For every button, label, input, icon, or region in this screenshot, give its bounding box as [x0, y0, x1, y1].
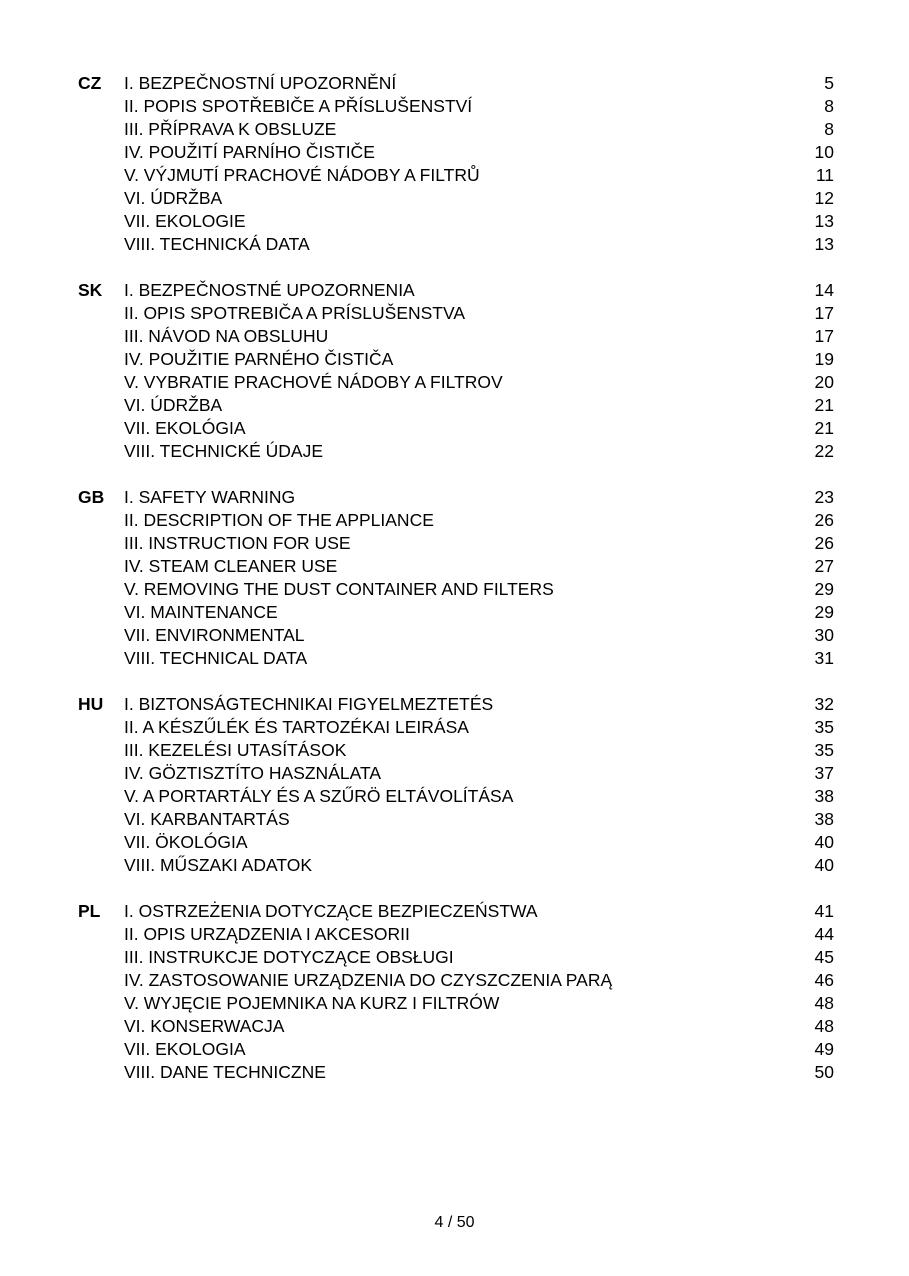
toc-entry-title: VIII. DANE TECHNICZNE	[124, 1062, 326, 1082]
toc-entry-title: VI. ÚDRŽBA	[124, 395, 223, 415]
toc-entry-title: VII. EKOLOGIA	[124, 1039, 246, 1059]
toc-entry-title: V. VÝJMUTÍ PRACHOVÉ NÁDOBY A FILTRŮ	[124, 165, 480, 185]
page-number-footer: 4 / 50	[434, 1214, 475, 1231]
toc-entry-title: III. INSTRUKCJE DOTYCZĄCE OBSŁUGI	[124, 947, 454, 967]
toc-entry	[124, 532, 834, 555]
language-code: HU	[78, 694, 104, 714]
toc-entry-page: 30	[814, 625, 834, 645]
language-code: SK	[78, 280, 103, 300]
toc-entry	[124, 118, 834, 141]
toc-entry-page: 29	[814, 579, 834, 599]
toc-entry	[124, 647, 834, 670]
toc-entry-page: 11	[815, 165, 834, 185]
toc-entry-page: 48	[814, 1016, 834, 1036]
toc-entry-title: I. BIZTONSÁGTECHNIKAI FIGYELMEZTETÉS	[124, 694, 494, 714]
toc-entry	[124, 210, 834, 233]
toc-entry	[124, 233, 834, 256]
language-code: PL	[78, 901, 101, 921]
toc-entries	[124, 72, 834, 256]
toc-entry-title: III. INSTRUCTION FOR USE	[124, 533, 351, 553]
toc-entry	[124, 555, 834, 578]
toc-entry	[124, 716, 834, 739]
toc-entry	[124, 923, 834, 946]
toc-entry-title: II. POPIS SPOTŘEBIČE A PŘÍSLUŠENSTVÍ	[124, 96, 473, 116]
table-of-contents	[78, 72, 834, 1107]
toc-entry	[124, 325, 834, 348]
toc-entry-page: 40	[814, 832, 834, 852]
language-code: CZ	[78, 73, 102, 93]
toc-entry	[124, 509, 834, 532]
toc-entry-page: 49	[814, 1039, 834, 1059]
toc-entry	[124, 693, 834, 716]
toc-entry-title: VII. EKOLÓGIA	[124, 418, 246, 438]
toc-entry-page: 22	[814, 441, 834, 461]
toc-entry-title: III. KEZELÉSI UTASÍTÁSOK	[124, 740, 347, 760]
toc-entry-title: II. DESCRIPTION OF THE APPLIANCE	[124, 510, 434, 530]
toc-entries	[124, 486, 834, 670]
toc-section-pl	[78, 900, 834, 1084]
toc-entry-page: 40	[814, 855, 834, 875]
toc-entry	[124, 417, 834, 440]
toc-entry-page: 38	[814, 786, 834, 806]
toc-entry-title: I. OSTRZEŻENIA DOTYCZĄCE BEZPIECZEŃSTWA	[124, 901, 538, 921]
toc-section-cz	[78, 72, 834, 256]
toc-entry	[124, 1015, 834, 1038]
toc-entry-title: VIII. TECHNICAL DATA	[124, 648, 308, 668]
toc-entry-title: VIII. TECHNICKÉ ÚDAJE	[124, 441, 324, 461]
toc-entry	[124, 187, 834, 210]
toc-entry	[124, 601, 834, 624]
toc-entry-page: 48	[814, 993, 834, 1013]
toc-entry-title: VI. KONSERWACJA	[124, 1016, 285, 1036]
toc-entry-page: 27	[814, 556, 834, 576]
toc-entry-title: I. BEZPEČNOSTNÍ UPOZORNĚNÍ	[124, 73, 397, 93]
toc-entry	[124, 831, 834, 854]
toc-entry-title: VI. ÚDRŽBA	[124, 188, 223, 208]
toc-entry	[124, 578, 834, 601]
toc-entry-title: IV. POUŽITÍ PARNÍHO ČISTIČE	[124, 142, 375, 162]
toc-entry-page: 21	[814, 395, 834, 415]
toc-entry	[124, 95, 834, 118]
toc-entry	[124, 164, 834, 187]
toc-entry	[124, 969, 834, 992]
toc-entry-title: V. A PORTARTÁLY ÉS A SZŰRÖ ELTÁVOLÍTÁSA	[124, 786, 514, 806]
toc-entry-title: I. BEZPEČNOSTNÉ UPOZORNENIA	[124, 280, 415, 300]
toc-entry-page: 26	[814, 510, 834, 530]
toc-entry-page: 8	[824, 96, 834, 116]
toc-entry-title: VI. KARBANTARTÁS	[124, 809, 290, 829]
toc-entry	[124, 302, 834, 325]
toc-entry-page: 10	[814, 142, 834, 162]
toc-entry-page: 19	[814, 349, 834, 369]
toc-entry-page: 44	[814, 924, 834, 944]
toc-section-hu	[78, 693, 834, 877]
toc-entry-page: 45	[814, 947, 834, 967]
toc-entry	[124, 72, 834, 95]
toc-entry	[124, 279, 834, 302]
toc-entry	[124, 854, 834, 877]
toc-entry	[124, 371, 834, 394]
toc-entry	[124, 739, 834, 762]
toc-entry	[124, 624, 834, 647]
toc-entry-title: II. OPIS URZĄDZENIA I AKCESORII	[124, 924, 410, 944]
toc-entry-page: 20	[814, 372, 834, 392]
toc-entry-page: 26	[814, 533, 834, 553]
toc-entry-title: IV. STEAM CLEANER USE	[124, 556, 338, 576]
toc-entry-title: V. WYJĘCIE POJEMNIKA NA KURZ I FILTRÓW	[124, 993, 500, 1013]
toc-entry-title: II. OPIS SPOTREBIČA A PRÍSLUŠENSTVA	[124, 303, 466, 323]
toc-entry-title: IV. POUŽITIE PARNÉHO ČISTIČA	[124, 349, 394, 369]
toc-entry-page: 46	[814, 970, 834, 990]
toc-entry-page: 50	[814, 1062, 834, 1082]
toc-entry-title: V. VYBRATIE PRACHOVÉ NÁDOBY A FILTROV	[124, 372, 503, 392]
toc-entry	[124, 808, 834, 831]
toc-entry-page: 31	[814, 648, 834, 668]
toc-entry-page: 35	[814, 740, 834, 760]
toc-entry-title: VIII. MŰSZAKI ADATOK	[124, 855, 313, 875]
toc-entry-title: VII. ÖKOLÓGIA	[124, 832, 248, 852]
toc-entry-page: 29	[814, 602, 834, 622]
toc-entries	[124, 693, 834, 877]
toc-entry-page: 5	[824, 73, 834, 93]
toc-entry	[124, 992, 834, 1015]
toc-entry	[124, 486, 834, 509]
toc-entry-title: VIII. TECHNICKÁ DATA	[124, 234, 310, 254]
toc-entry-title: IV. ZASTOSOWANIE URZĄDZENIA DO CZYSZCZENIA PARĄ	[124, 970, 613, 990]
language-code: GB	[78, 487, 105, 507]
toc-entry	[124, 348, 834, 371]
toc-entry-page: 12	[814, 188, 834, 208]
toc-entry	[124, 141, 834, 164]
toc-entry-page: 8	[824, 119, 834, 139]
toc-section-gb	[78, 486, 834, 670]
toc-entry-page: 38	[814, 809, 834, 829]
toc-entry-title: II. A KÉSZŰLÉK ÉS TARTOZÉKAI LEIRÁSA	[124, 717, 469, 737]
toc-entry	[124, 1061, 834, 1084]
toc-entry	[124, 785, 834, 808]
toc-entry-title: III. PŘÍPRAVA K OBSLUZE	[124, 119, 337, 139]
toc-entry	[124, 1038, 834, 1061]
toc-entry-page: 17	[814, 326, 834, 346]
toc-entry-page: 35	[814, 717, 834, 737]
toc-entry-title: V. REMOVING THE DUST CONTAINER AND FILTERS	[124, 579, 554, 599]
toc-entry-page: 23	[814, 487, 834, 507]
toc-entry-page: 32	[814, 694, 834, 714]
toc-entry-title: IV. GÖZTISZTÍTO HASZNÁLATA	[124, 763, 382, 783]
toc-entry-page: 13	[814, 234, 834, 254]
toc-section-sk	[78, 279, 834, 463]
toc-entry	[124, 900, 834, 923]
toc-entry	[124, 440, 834, 463]
toc-entry-title: III. NÁVOD NA OBSLUHU	[124, 326, 329, 346]
toc-entry-page: 13	[814, 211, 834, 231]
toc-entry	[124, 762, 834, 785]
toc-entry-page: 17	[814, 303, 834, 323]
toc-entry-page: 37	[814, 763, 834, 783]
toc-entry	[124, 946, 834, 969]
toc-entries	[124, 900, 834, 1084]
toc-entry-page: 21	[814, 418, 834, 438]
toc-entry-page: 41	[814, 901, 834, 921]
toc-entry	[124, 394, 834, 417]
toc-entry-title: VII. ENVIRONMENTAL	[124, 625, 305, 645]
toc-entry-title: I. SAFETY WARNING	[124, 487, 296, 507]
toc-entries	[124, 279, 834, 463]
toc-entry-title: VII. EKOLOGIE	[124, 211, 246, 231]
toc-entry-page: 14	[814, 280, 834, 300]
toc-entry-title: VI. MAINTENANCE	[124, 602, 278, 622]
